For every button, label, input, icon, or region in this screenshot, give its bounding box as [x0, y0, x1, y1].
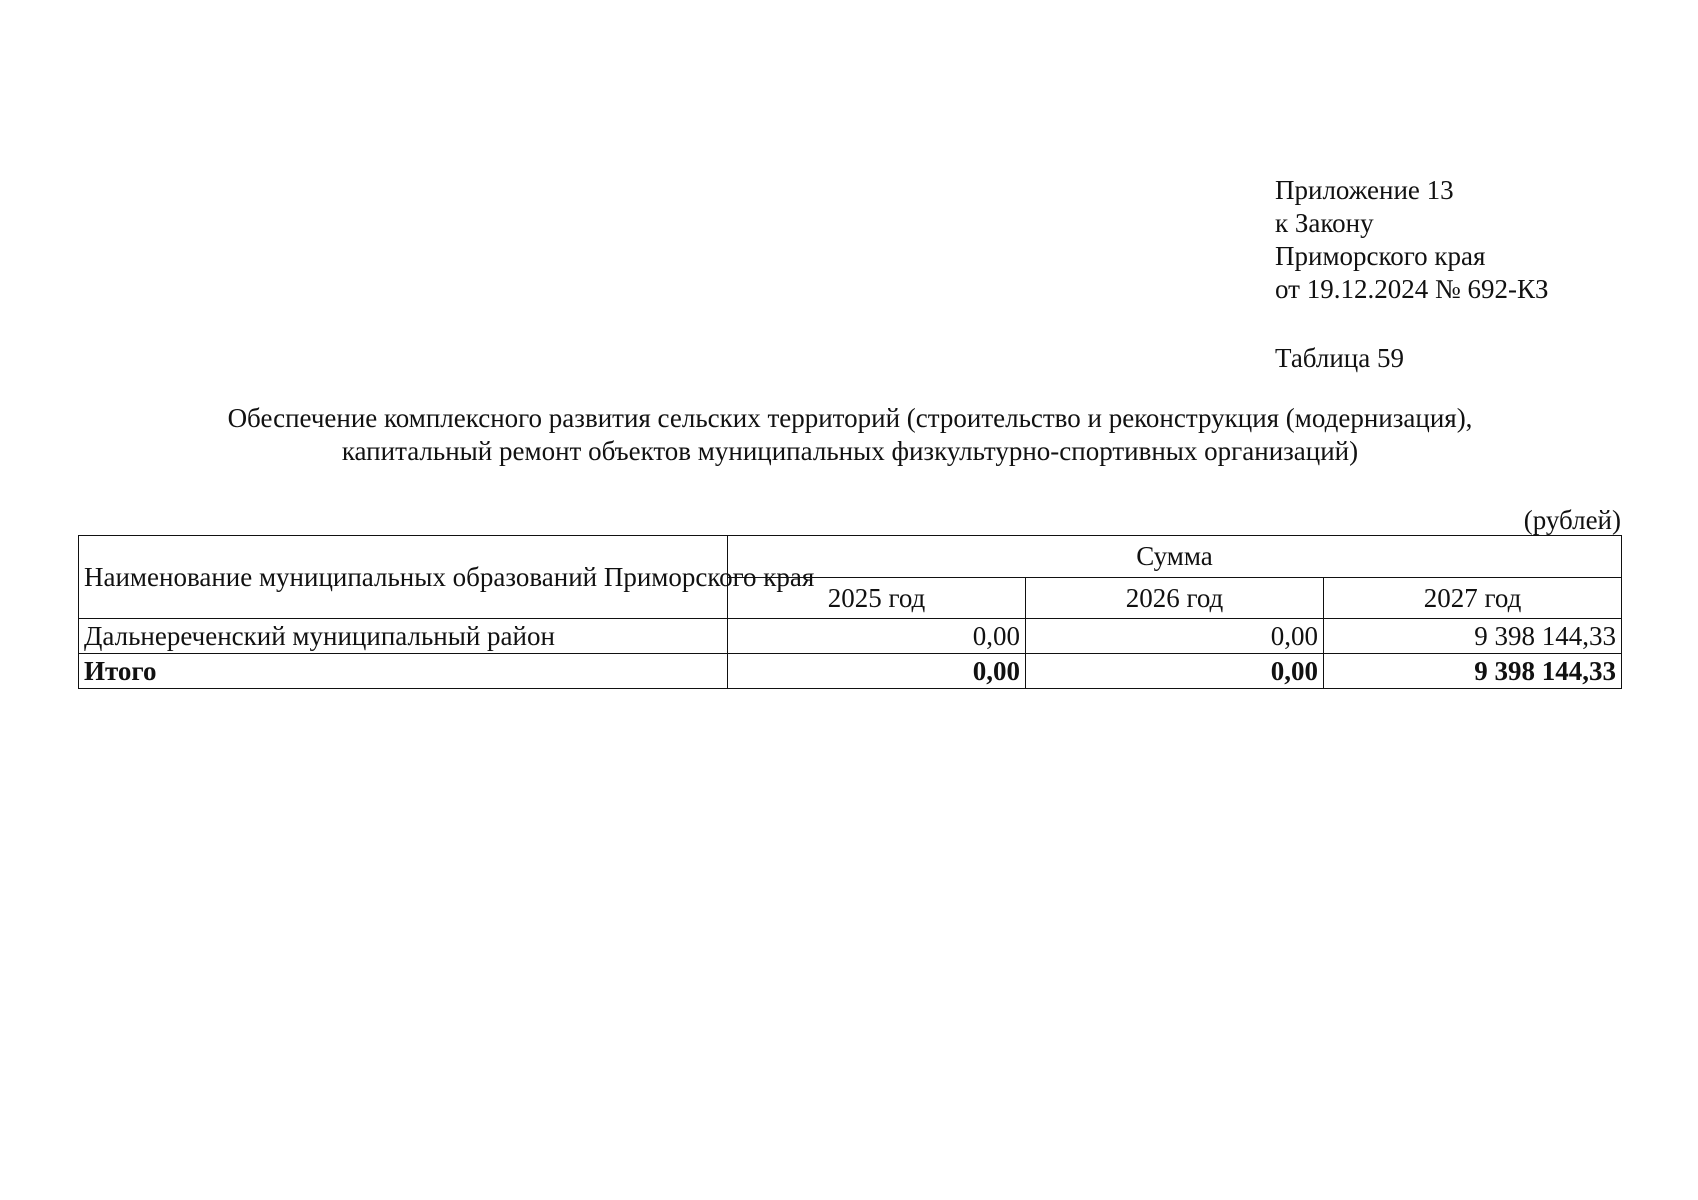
header-year-2025: 2025 год — [728, 577, 1026, 619]
appendix-line-3: Приморского края — [1275, 241, 1486, 271]
header-sum: Сумма — [728, 536, 1622, 578]
header-year-2026: 2026 год — [1026, 577, 1324, 619]
document-title-line-2: капитальный ремонт объектов муниципальных физкультурно-спортивных организаций) — [341, 436, 1359, 466]
table-row — [79, 619, 1622, 654]
budget-table — [78, 535, 1622, 689]
units-label: (рублей) — [1523, 505, 1621, 535]
row-municipality-name: Дальнереченский муниципальный район — [79, 619, 728, 654]
total-value-2027: 9 398 144,33 — [1324, 654, 1622, 689]
total-value-2025: 0,00 — [728, 654, 1026, 689]
appendix-block — [1275, 174, 1548, 306]
total-label: Итого — [79, 654, 728, 689]
total-value-2026: 0,00 — [1026, 654, 1324, 689]
appendix-line-1: Приложение 13 — [1275, 175, 1454, 205]
header-municipality-name: Наименование муниципальных образований Приморского края — [79, 536, 728, 619]
appendix-line-4: от 19.12.2024 № 692-КЗ — [1275, 274, 1549, 304]
appendix-line-2: к Закону — [1275, 208, 1374, 238]
header-year-2027: 2027 год — [1324, 577, 1622, 619]
table-total-row — [79, 654, 1622, 689]
document-title — [80, 402, 1620, 468]
row-value-2025: 0,00 — [728, 619, 1026, 654]
row-value-2026: 0,00 — [1026, 619, 1324, 654]
row-value-2027: 9 398 144,33 — [1324, 619, 1622, 654]
table-number: Таблица 59 — [1275, 343, 1404, 373]
document-title-line-1: Обеспечение комплексного развития сельских территорий (строительство и реконструкция (модернизация), — [227, 403, 1473, 433]
